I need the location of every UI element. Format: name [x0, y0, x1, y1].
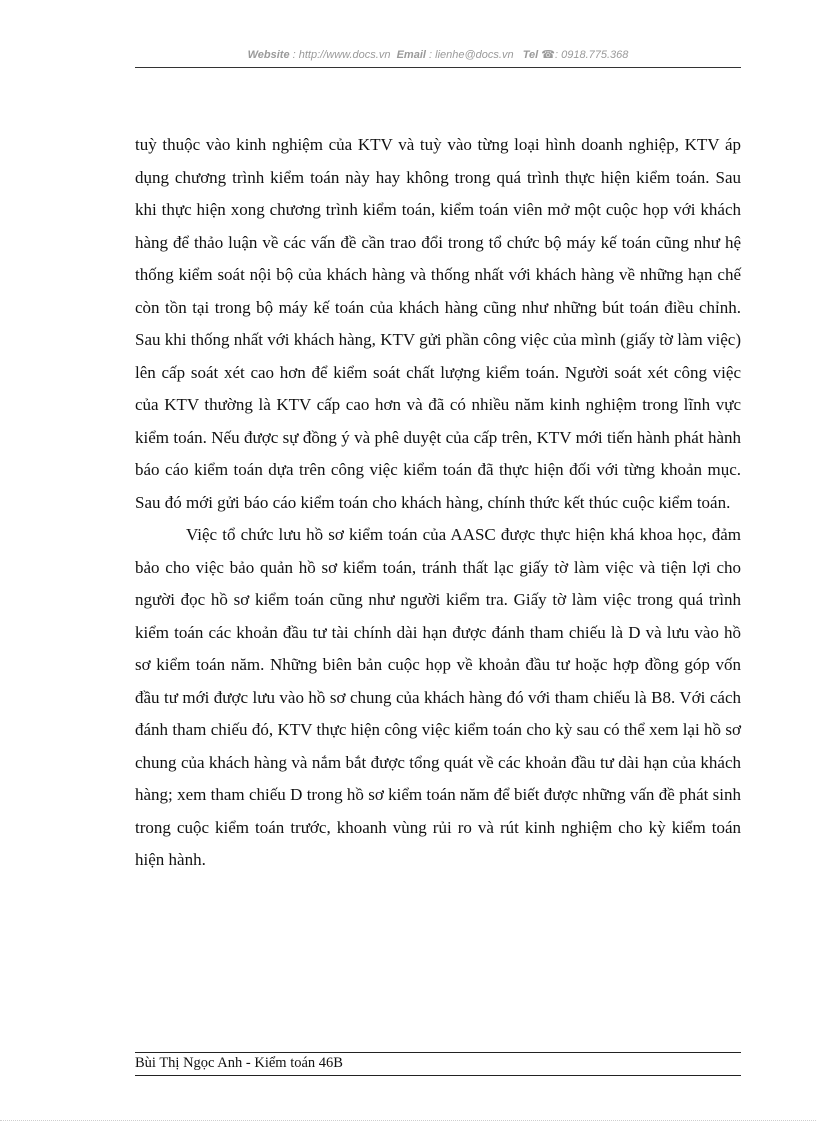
footer-divider-bottom	[135, 1075, 741, 1076]
footer-author: Bùi Thị Ngọc Anh - Kiểm toán 46B	[135, 1055, 343, 1071]
header-divider	[135, 67, 741, 68]
tel-label: Tel	[522, 49, 539, 61]
footer-divider-top	[135, 1052, 741, 1053]
website-value[interactable]: : http://www.docs.vn	[292, 49, 391, 61]
email-value[interactable]: : lienhe@docs.vn	[429, 49, 514, 61]
tel-value: : 0918.775.368	[555, 49, 629, 61]
paragraph-2: Việc tổ chức lưu hồ sơ kiểm toán của AASC được thực hiện khá khoa học, đảm bảo cho việc bảo quản hồ sơ kiểm toán, tránh thất lạc giấy tờ làm việc và tiện lợi cho người đọc hồ sơ kiểm toán cũng như người kiểm tra. Giấy tờ làm việc trong quá trình kiểm toán các khoản đầu tư tài chính dài hạn được đánh tham chiếu là D và lưu vào hồ sơ kiểm toán năm. Những biên bản cuộc họp về khoản đầu tư hoặc hợp đồng góp vốn đầu tư mới được lưu vào hồ sơ chung của khách hàng đó với tham chiếu là B8. Với cách đánh tham chiếu đó, KTV thực hiện công việc kiểm toán cho kỳ sau có thể xem lại hồ sơ chung của khách hàng và nắm bắt được tổng quát về các khoản đầu tư dài hạn của khách hàng; xem tham chiếu D trong hồ sơ kiểm toán năm để biết được những vấn đề phát sinh trong cuộc kiểm toán trước, khoanh vùng rủi ro và rút kinh nghiệm cho kỳ kiểm toán hiện hành.	[135, 525, 741, 869]
website-label: Website	[247, 49, 290, 61]
page-header	[135, 48, 741, 61]
email-label: Email	[396, 49, 426, 61]
document-body	[135, 129, 741, 877]
paragraph-1: tuỳ thuộc vào kinh nghiệm của KTV và tuỳ vào từng loại hình doanh nghiệp, KTV áp dụng chương trình kiểm toán này hay không trong quá trình thực hiện kiểm toán. Sau khi thực hiện xong chương trình kiểm toán, kiểm toán viên mở một cuộc họp với khách hàng để thảo luận về các vấn đề cần trao đổi trong tổ chức bộ máy kế toán cũng như hệ thống kiểm soát nội bộ của khách hàng và thống nhất với khách hàng về những hạn chế còn tồn tại trong bộ máy kế toán của khách hàng cũng như những bút toán điều chỉnh. Sau khi thống nhất với khách hàng, KTV gửi phần công việc của mình (giấy tờ làm việc) lên cấp soát xét cao hơn để kiểm soát chất lượng kiểm toán. Người soát xét công việc của KTV thường là KTV cấp cao hơn và đã có nhiều năm kinh nghiệm trong lĩnh vực kiểm toán. Nếu được sự đồng ý và phê duyệt của cấp trên, KTV mới tiến hành phát hành báo cáo kiểm toán dựa trên công việc kiểm toán đã thực hiện đối với từng khoản mục. Sau đó mới gửi báo cáo kiểm toán cho khách hàng, chính thức kết thúc cuộc kiểm toán.	[135, 135, 741, 512]
page-edge	[0, 1120, 816, 1121]
phone-icon: ☎	[541, 49, 555, 61]
